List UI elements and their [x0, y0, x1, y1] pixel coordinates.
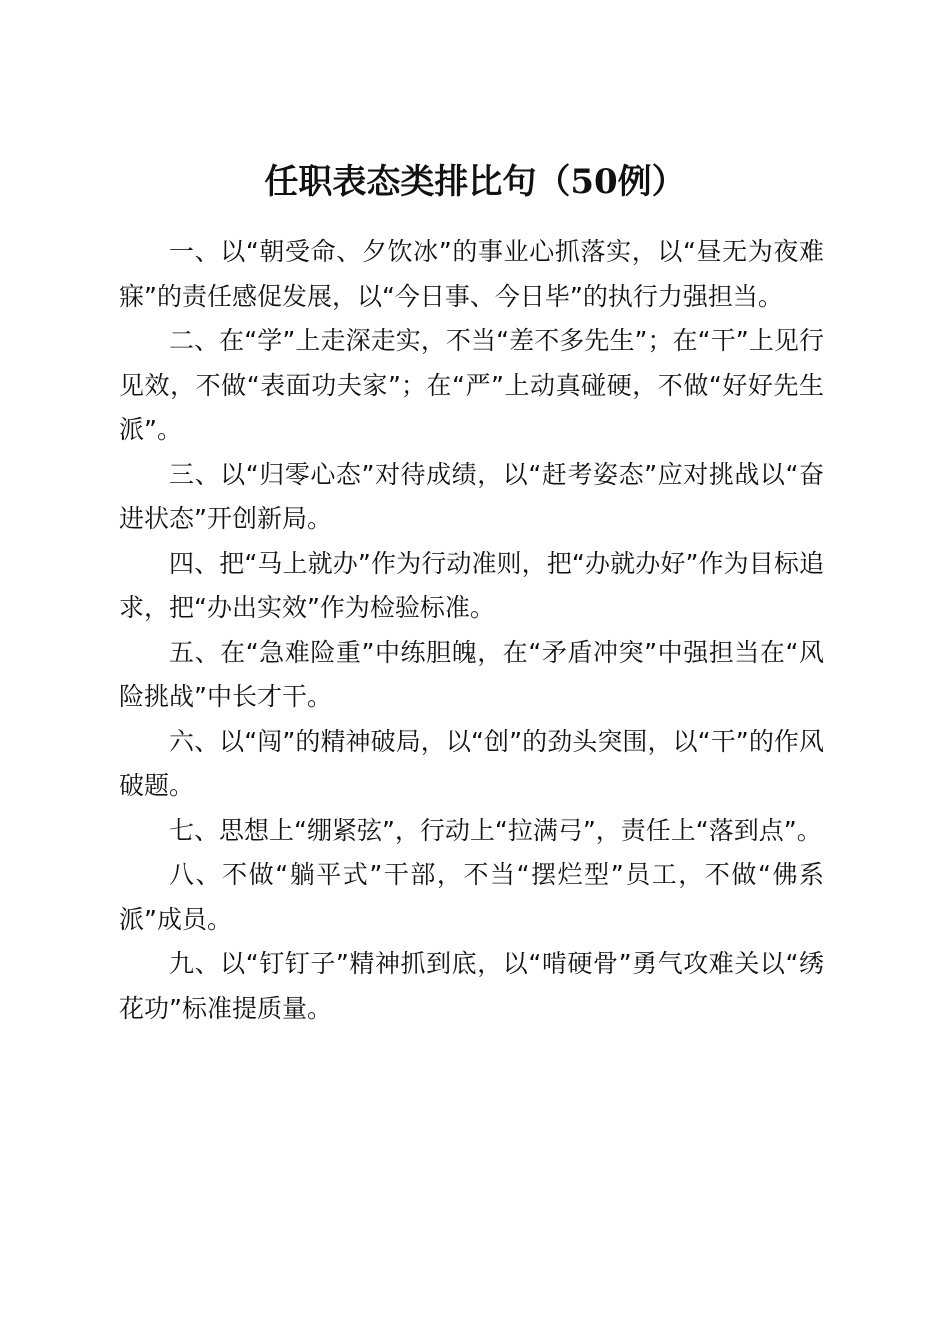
paragraph-7: 七、思想上“绷紧弦”，行动上“拉满弓”，责任上“落到点”。 — [169, 815, 822, 845]
paragraph-5: 五、在“急难险重”中练胆魄，在“矛盾冲突”中强担当在“风险挑战”中长才干。 — [119, 637, 824, 711]
paragraph-6: 六、以“闯”的精神破局，以“创”的劲头突围，以“干”的作风破题。 — [119, 726, 824, 800]
paragraph-1: 一、以“朝受命、夕饮冰”的事业心抓落实，以“昼无为夜难寐”的责任感促发展，以“今日事、今日毕”的执行力强担当。 — [119, 237, 824, 311]
paragraph-4: 四、把“马上就办”作为行动准则，把“办就办好”作为目标追求，把“办出实效”作为检验标准。 — [119, 548, 824, 622]
paragraph-8: 八、不做“躺平式”干部，不当“摆烂型”员工，不做“佛系派”成员。 — [119, 860, 824, 934]
paragraph-2: 二、在“学”上走深走实，不当“差不多先生”；在“干”上见行见效，不做“表面功夫家”；在“严”上动真碰硬，不做“好好先生派”。 — [119, 326, 824, 444]
document-title: 任职表态类排比句（50例） — [264, 161, 686, 202]
paragraph-9: 九、以“钉钉子”精神抓到底，以“啃硬骨”勇气攻难关以“绣花功”标准提质量。 — [119, 949, 824, 1023]
document-body — [119, 230, 824, 1031]
paragraph-3: 三、以“归零心态”对待成绩，以“赶考姿态”应对挑战以“奋进状态”开创新局。 — [119, 459, 824, 533]
